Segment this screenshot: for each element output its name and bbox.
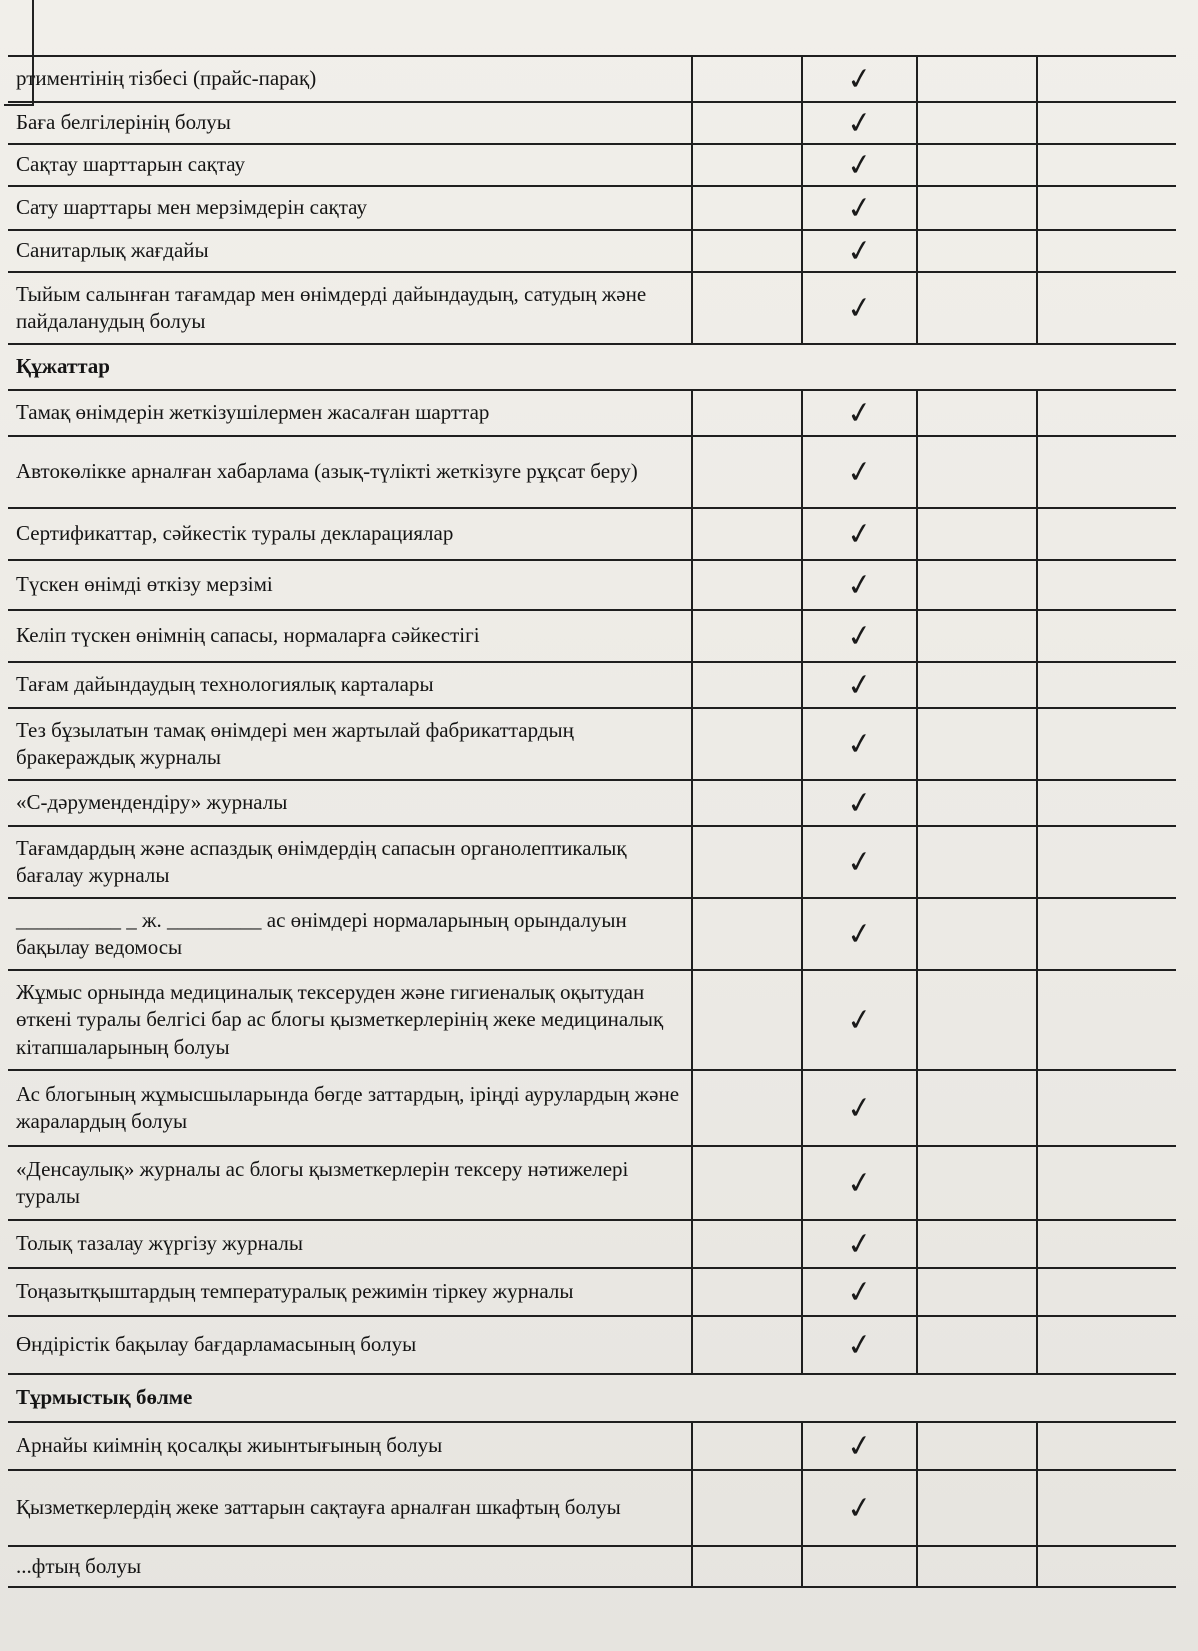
col-empty (692, 1146, 802, 1220)
col-check (802, 826, 917, 898)
table-row (8, 102, 1176, 144)
table-row (8, 1070, 1176, 1146)
row-label: ртиментінің тізбесі (прайс-парақ) (8, 56, 692, 102)
col-empty (1037, 1422, 1176, 1470)
col-empty (917, 662, 1037, 708)
col-empty (1037, 1070, 1176, 1146)
checkmark-icon: ✓ (844, 1488, 875, 1528)
row-label: Тағам дайындаудың технологиялық карталары (8, 662, 692, 708)
checkmark-icon: ✓ (844, 288, 875, 328)
row-label: «Денсаулық» журналы ас блогы қызметкерлерін тексеру нәтижелері туралы (8, 1146, 692, 1220)
col-empty (1037, 708, 1176, 780)
col-empty (917, 144, 1037, 186)
table-row (8, 56, 1176, 102)
table-row (8, 708, 1176, 780)
col-empty (1037, 1268, 1176, 1316)
col-empty (1037, 826, 1176, 898)
checkmark-icon: ✓ (844, 59, 875, 99)
col-check (802, 970, 917, 1070)
table-row (8, 662, 1176, 708)
col-check (802, 1268, 917, 1316)
row-label: Тез бұзылатын тамақ өнімдері мен жартылай фабрикаттардың бракераждық журналы (8, 708, 692, 780)
col-empty (917, 1316, 1037, 1374)
table-row (8, 780, 1176, 826)
checkmark-icon: ✓ (844, 1163, 875, 1203)
col-empty (917, 708, 1037, 780)
table-row (8, 560, 1176, 610)
col-empty (1037, 662, 1176, 708)
col-check (802, 1220, 917, 1268)
col-empty (917, 1422, 1037, 1470)
row-label: Тыйым салынған тағамдар мен өнімдерді дайындаудың, сатудың және пайдаланудың болуы (8, 272, 692, 344)
section-row (8, 1374, 1176, 1422)
col-empty (917, 1070, 1037, 1146)
table-row (8, 898, 1176, 970)
table-row (8, 144, 1176, 186)
col-check (802, 1546, 917, 1587)
col-check (802, 436, 917, 508)
section-heading: Құжаттар (8, 344, 1176, 390)
checkmark-icon: ✓ (844, 616, 875, 656)
col-empty (1037, 230, 1176, 272)
section-heading: Тұрмыстық бөлме (8, 1374, 1176, 1422)
col-empty (917, 102, 1037, 144)
table-row (8, 1268, 1176, 1316)
col-empty (917, 186, 1037, 230)
col-empty (1037, 186, 1176, 230)
row-label: Түскен өнімді өткізу мерзімі (8, 560, 692, 610)
col-empty (692, 56, 802, 102)
col-empty (692, 1268, 802, 1316)
col-empty (692, 144, 802, 186)
checkmark-icon: ✓ (844, 514, 875, 554)
col-empty (692, 390, 802, 436)
row-label: Сату шарттары мен мерзімдерін сақтау (8, 186, 692, 230)
col-empty (692, 610, 802, 662)
row-label: Ас блогының жұмысшыларында бөгде заттардың, іріңді аурулардың және жаралардың болуы (8, 1070, 692, 1146)
table-row (8, 1546, 1176, 1587)
col-empty (917, 1546, 1037, 1587)
col-empty (917, 970, 1037, 1070)
col-empty (692, 1316, 802, 1374)
col-empty (917, 1268, 1037, 1316)
col-empty (1037, 144, 1176, 186)
col-check (802, 1146, 917, 1220)
col-empty (917, 230, 1037, 272)
col-check (802, 56, 917, 102)
row-label: Автокөлікке арналған хабарлама (азық-түлікті жеткізуге рұқсат беру) (8, 436, 692, 508)
col-empty (1037, 436, 1176, 508)
col-empty (917, 390, 1037, 436)
col-empty (917, 272, 1037, 344)
col-check (802, 610, 917, 662)
row-label: Санитарлық жағдайы (8, 230, 692, 272)
col-empty (692, 508, 802, 560)
col-empty (917, 826, 1037, 898)
checkmark-icon: ✓ (844, 103, 875, 143)
col-check (802, 508, 917, 560)
table-row (8, 826, 1176, 898)
col-empty (692, 272, 802, 344)
row-label: Тоңазытқыштардың температуралық режимін тіркеу журналы (8, 1268, 692, 1316)
col-empty (1037, 1146, 1176, 1220)
col-check (802, 662, 917, 708)
row-label: Өндірістік бақылау бағдарламасының болуы (8, 1316, 692, 1374)
table-row (8, 272, 1176, 344)
col-check (802, 780, 917, 826)
checkmark-icon: ✓ (844, 1272, 875, 1312)
col-empty (1037, 102, 1176, 144)
checkmark-icon: ✓ (844, 452, 875, 492)
col-empty (692, 898, 802, 970)
col-check (802, 1470, 917, 1546)
col-check (802, 1070, 917, 1146)
col-empty (1037, 898, 1176, 970)
col-empty (692, 662, 802, 708)
row-label: Баға белгілерінің болуы (8, 102, 692, 144)
table-row (8, 508, 1176, 560)
col-empty (692, 186, 802, 230)
row-label: ...фтың болуы (8, 1546, 692, 1587)
table-row (8, 1470, 1176, 1546)
col-empty (917, 508, 1037, 560)
col-empty (1037, 56, 1176, 102)
col-empty (1037, 610, 1176, 662)
table-row (8, 186, 1176, 230)
col-empty (692, 1470, 802, 1546)
col-empty (692, 560, 802, 610)
col-empty (1037, 1546, 1176, 1587)
checkmark-icon: ✓ (844, 783, 875, 823)
col-check (802, 560, 917, 610)
table-row (8, 1422, 1176, 1470)
table-row (8, 1316, 1176, 1374)
col-empty (692, 826, 802, 898)
checkmark-icon: ✓ (844, 724, 875, 764)
col-empty (1037, 1316, 1176, 1374)
col-empty (1037, 1470, 1176, 1546)
col-empty (1037, 508, 1176, 560)
checkmark-icon: ✓ (844, 914, 875, 954)
col-check (802, 272, 917, 344)
col-check (802, 390, 917, 436)
row-label: Сертификаттар, сәйкестік туралы декларациялар (8, 508, 692, 560)
col-check (802, 1422, 917, 1470)
checkmark-icon: ✓ (844, 565, 875, 605)
checkmark-icon: ✓ (844, 1000, 875, 1040)
col-empty (917, 610, 1037, 662)
checkmark-icon: ✓ (844, 665, 875, 705)
row-label: Тамақ өнімдерін жеткізушілермен жасалған шарттар (8, 390, 692, 436)
table-row (8, 1146, 1176, 1220)
col-empty (1037, 780, 1176, 826)
col-empty (917, 1470, 1037, 1546)
col-empty (1037, 560, 1176, 610)
checklist-body (8, 56, 1176, 1587)
col-empty (917, 780, 1037, 826)
checkmark-icon: ✓ (844, 842, 875, 882)
section-row (8, 344, 1176, 390)
col-empty (692, 102, 802, 144)
col-empty (917, 436, 1037, 508)
row-label: Толық тазалау жүргізу журналы (8, 1220, 692, 1268)
row-label: Арнайы киімнің қосалқы жиынтығының болуы (8, 1422, 692, 1470)
col-empty (692, 1070, 802, 1146)
row-label: Келіп түскен өнімнің сапасы, нормаларға сәйкестігі (8, 610, 692, 662)
col-empty (692, 708, 802, 780)
col-empty (917, 898, 1037, 970)
col-empty (692, 780, 802, 826)
col-empty (692, 230, 802, 272)
checklist-table (8, 55, 1176, 1588)
row-label: Қызметкерлердің жеке заттарын сақтауға арналған шкафтың болуы (8, 1470, 692, 1546)
row-label: Сақтау шарттарын сақтау (8, 144, 692, 186)
row-label: Жұмыс орнында медициналық тексеруден және гигиеналық оқытудан өткені туралы белгісі бар ас блогы қызметкерлерінің жеке медициналық кітапшаларының болуы (8, 970, 692, 1070)
row-label: «С-дәрумендендіру» журналы (8, 780, 692, 826)
col-empty (692, 1220, 802, 1268)
col-empty (917, 56, 1037, 102)
table-row (8, 436, 1176, 508)
checkmark-icon: ✓ (844, 1325, 875, 1365)
table-row (8, 1220, 1176, 1268)
col-empty (917, 1146, 1037, 1220)
col-empty (1037, 390, 1176, 436)
table-row (8, 610, 1176, 662)
table-row (8, 230, 1176, 272)
checkmark-icon: ✓ (844, 393, 875, 433)
col-check (802, 144, 917, 186)
col-check (802, 230, 917, 272)
col-empty (692, 970, 802, 1070)
col-check (802, 1316, 917, 1374)
checkmark-icon: ✓ (844, 1088, 875, 1128)
checkmark-icon: ✓ (844, 145, 875, 185)
col-empty (917, 1220, 1037, 1268)
col-empty (1037, 272, 1176, 344)
checkmark-icon: ✓ (844, 231, 875, 271)
row-label: Тағамдардың және аспаздық өнімдердің сапасын органолептикалық бағалау журналы (8, 826, 692, 898)
table-row (8, 390, 1176, 436)
col-empty (692, 1546, 802, 1587)
col-empty (692, 436, 802, 508)
col-check (802, 898, 917, 970)
col-check (802, 708, 917, 780)
checkmark-icon: ✓ (844, 1224, 875, 1264)
col-empty (1037, 970, 1176, 1070)
col-empty (692, 1422, 802, 1470)
col-check (802, 186, 917, 230)
checkmark-icon: ✓ (844, 188, 875, 228)
row-label: __________ _ ж. _________ ас өнімдері нормаларының орындалуын бақылау ведомосы (8, 898, 692, 970)
table-row (8, 970, 1176, 1070)
col-empty (1037, 1220, 1176, 1268)
col-check (802, 102, 917, 144)
checkmark-icon: ✓ (844, 1426, 875, 1466)
col-empty (917, 560, 1037, 610)
